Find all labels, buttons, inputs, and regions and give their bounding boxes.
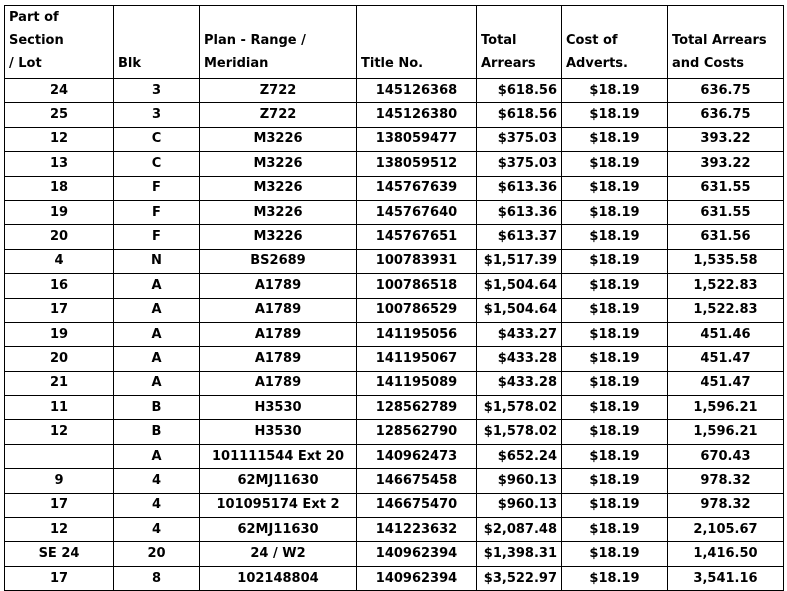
blk-cell: C [114,127,200,151]
total-arrears-and-costs-cell: 1,522.83 [668,298,784,322]
cost-of-adverts-cell: $18.19 [562,176,668,200]
title-no-cell: 141195089 [357,371,477,395]
total-arrears-cell: $1,517.39 [477,249,562,273]
total-arrears-and-costs-cell: 1,596.21 [668,396,784,420]
plan-cell: A1789 [200,274,357,298]
cost-of-adverts-cell: $18.19 [562,444,668,468]
blk-cell: F [114,176,200,200]
header-part-of-section: Part of Section / Lot [5,6,114,79]
total-arrears-and-costs-cell: 2,105.67 [668,518,784,542]
cost-of-adverts-cell: $18.19 [562,469,668,493]
total-arrears-cell: $960.13 [477,493,562,517]
tax-arrears-table [4,5,784,591]
total-arrears-and-costs-cell: 636.75 [668,79,784,103]
plan-cell: BS2689 [200,249,357,273]
total-arrears-and-costs-cell: 393.22 [668,152,784,176]
total-arrears-and-costs-cell: 451.46 [668,322,784,346]
cost-of-adverts-cell: $18.19 [562,347,668,371]
plan-cell: A1789 [200,347,357,371]
lot-cell: 13 [5,152,114,176]
title-no-cell: 145126368 [357,79,477,103]
blk-cell: C [114,152,200,176]
total-arrears-cell: $613.36 [477,200,562,224]
total-arrears-cell: $613.36 [477,176,562,200]
plan-cell: A1789 [200,322,357,346]
cost-of-adverts-cell: $18.19 [562,79,668,103]
cost-of-adverts-cell: $18.19 [562,371,668,395]
total-arrears-cell: $1,398.31 [477,542,562,566]
cost-of-adverts-cell: $18.19 [562,103,668,127]
plan-cell: 24 / W2 [200,542,357,566]
header-title-no: Title No. [357,6,477,79]
total-arrears-and-costs-cell: 3,541.16 [668,566,784,590]
cost-of-adverts-cell: $18.19 [562,152,668,176]
total-arrears-and-costs-cell: 1,596.21 [668,420,784,444]
title-no-cell: 141195056 [357,322,477,346]
plan-cell: 101095174 Ext 2 [200,493,357,517]
total-arrears-cell: $1,578.02 [477,396,562,420]
blk-cell: F [114,225,200,249]
blk-cell: 4 [114,518,200,542]
total-arrears-and-costs-cell: 393.22 [668,127,784,151]
plan-cell: A1789 [200,298,357,322]
lot-cell: 17 [5,493,114,517]
cost-of-adverts-cell: $18.19 [562,542,668,566]
lot-cell: 17 [5,298,114,322]
total-arrears-cell: $652.24 [477,444,562,468]
total-arrears-cell: $1,504.64 [477,274,562,298]
title-no-cell: 145767640 [357,200,477,224]
lot-cell: 20 [5,347,114,371]
cost-of-adverts-cell: $18.19 [562,127,668,151]
cost-of-adverts-cell: $18.19 [562,493,668,517]
total-arrears-cell: $3,522.97 [477,566,562,590]
blk-cell: 3 [114,79,200,103]
header-total-arrears-and-costs: Total Arrears and Costs [668,6,784,79]
title-no-cell: 100783931 [357,249,477,273]
plan-cell: M3226 [200,225,357,249]
plan-cell: A1789 [200,371,357,395]
total-arrears-and-costs-cell: 631.55 [668,176,784,200]
plan-cell: 62MJ11630 [200,469,357,493]
total-arrears-and-costs-cell: 978.32 [668,469,784,493]
title-no-cell: 146675470 [357,493,477,517]
plan-cell: 62MJ11630 [200,518,357,542]
total-arrears-cell: $1,504.64 [477,298,562,322]
total-arrears-cell: $1,578.02 [477,420,562,444]
total-arrears-and-costs-cell: 451.47 [668,347,784,371]
total-arrears-and-costs-cell: 631.56 [668,225,784,249]
table-row [5,469,784,493]
lot-cell: 4 [5,249,114,273]
title-no-cell: 138059477 [357,127,477,151]
table-row [5,79,784,103]
plan-cell: M3226 [200,152,357,176]
blk-cell: B [114,420,200,444]
lot-cell: 20 [5,225,114,249]
total-arrears-and-costs-cell: 631.55 [668,200,784,224]
lot-cell: 19 [5,322,114,346]
table-row [5,371,784,395]
blk-cell: A [114,347,200,371]
cost-of-adverts-cell: $18.19 [562,322,668,346]
lot-cell: 12 [5,127,114,151]
total-arrears-cell: $375.03 [477,127,562,151]
blk-cell: F [114,200,200,224]
table-row [5,103,784,127]
total-arrears-and-costs-cell: 670.43 [668,444,784,468]
lot-cell: 12 [5,420,114,444]
blk-cell: A [114,444,200,468]
table-row [5,298,784,322]
blk-cell: B [114,396,200,420]
title-no-cell: 138059512 [357,152,477,176]
total-arrears-and-costs-cell: 1,535.58 [668,249,784,273]
title-no-cell: 141195067 [357,347,477,371]
table-row [5,274,784,298]
lot-cell: 19 [5,200,114,224]
cost-of-adverts-cell: $18.19 [562,298,668,322]
title-no-cell: 140962394 [357,542,477,566]
total-arrears-cell: $2,087.48 [477,518,562,542]
lot-cell: 18 [5,176,114,200]
title-no-cell: 140962473 [357,444,477,468]
lot-cell [5,444,114,468]
blk-cell: 4 [114,469,200,493]
title-no-cell: 146675458 [357,469,477,493]
title-no-cell: 100786529 [357,298,477,322]
title-no-cell: 140962394 [357,566,477,590]
title-no-cell: 141223632 [357,518,477,542]
blk-cell: A [114,322,200,346]
blk-cell: 4 [114,493,200,517]
total-arrears-cell: $433.28 [477,347,562,371]
cost-of-adverts-cell: $18.19 [562,225,668,249]
table-row [5,152,784,176]
table-row [5,444,784,468]
table-row [5,518,784,542]
total-arrears-and-costs-cell: 636.75 [668,103,784,127]
blk-cell: 8 [114,566,200,590]
title-no-cell: 145126380 [357,103,477,127]
total-arrears-cell: $433.28 [477,371,562,395]
header-row [5,6,784,79]
total-arrears-cell: $618.56 [477,79,562,103]
blk-cell: A [114,371,200,395]
total-arrears-cell: $613.37 [477,225,562,249]
table-row [5,493,784,517]
header-total-arrears: Total Arrears [477,6,562,79]
plan-cell: H3530 [200,396,357,420]
lot-cell: 25 [5,103,114,127]
plan-cell: M3226 [200,127,357,151]
table-row [5,249,784,273]
header-blk: Blk [114,6,200,79]
plan-cell: 101111544 Ext 20 [200,444,357,468]
total-arrears-and-costs-cell: 1,416.50 [668,542,784,566]
lot-cell: 16 [5,274,114,298]
plan-cell: Z722 [200,79,357,103]
total-arrears-cell: $433.27 [477,322,562,346]
cost-of-adverts-cell: $18.19 [562,200,668,224]
table-row [5,127,784,151]
header-plan: Plan - Range / Meridian [200,6,357,79]
cost-of-adverts-cell: $18.19 [562,566,668,590]
title-no-cell: 145767651 [357,225,477,249]
blk-cell: N [114,249,200,273]
table-row [5,225,784,249]
lot-cell: SE 24 [5,542,114,566]
title-no-cell: 100786518 [357,274,477,298]
lot-cell: 11 [5,396,114,420]
lot-cell: 9 [5,469,114,493]
plan-cell: M3226 [200,200,357,224]
plan-cell: M3226 [200,176,357,200]
total-arrears-and-costs-cell: 978.32 [668,493,784,517]
plan-cell: Z722 [200,103,357,127]
title-no-cell: 128562790 [357,420,477,444]
lot-cell: 12 [5,518,114,542]
total-arrears-and-costs-cell: 451.47 [668,371,784,395]
cost-of-adverts-cell: $18.19 [562,249,668,273]
cost-of-adverts-cell: $18.19 [562,274,668,298]
blk-cell: A [114,298,200,322]
title-no-cell: 145767639 [357,176,477,200]
table-row [5,347,784,371]
total-arrears-and-costs-cell: 1,522.83 [668,274,784,298]
table-row [5,176,784,200]
total-arrears-cell: $960.13 [477,469,562,493]
total-arrears-cell: $618.56 [477,103,562,127]
table-row [5,200,784,224]
cost-of-adverts-cell: $18.19 [562,518,668,542]
header-cost-of-adverts: Cost of Adverts. [562,6,668,79]
table-row [5,420,784,444]
total-arrears-cell: $375.03 [477,152,562,176]
table-row [5,542,784,566]
blk-cell: 3 [114,103,200,127]
table-row [5,322,784,346]
cost-of-adverts-cell: $18.19 [562,396,668,420]
lot-cell: 17 [5,566,114,590]
lot-cell: 21 [5,371,114,395]
table-row [5,566,784,590]
cost-of-adverts-cell: $18.19 [562,420,668,444]
blk-cell: 20 [114,542,200,566]
plan-cell: 102148804 [200,566,357,590]
blk-cell: A [114,274,200,298]
plan-cell: H3530 [200,420,357,444]
lot-cell: 24 [5,79,114,103]
title-no-cell: 128562789 [357,396,477,420]
table-row [5,396,784,420]
